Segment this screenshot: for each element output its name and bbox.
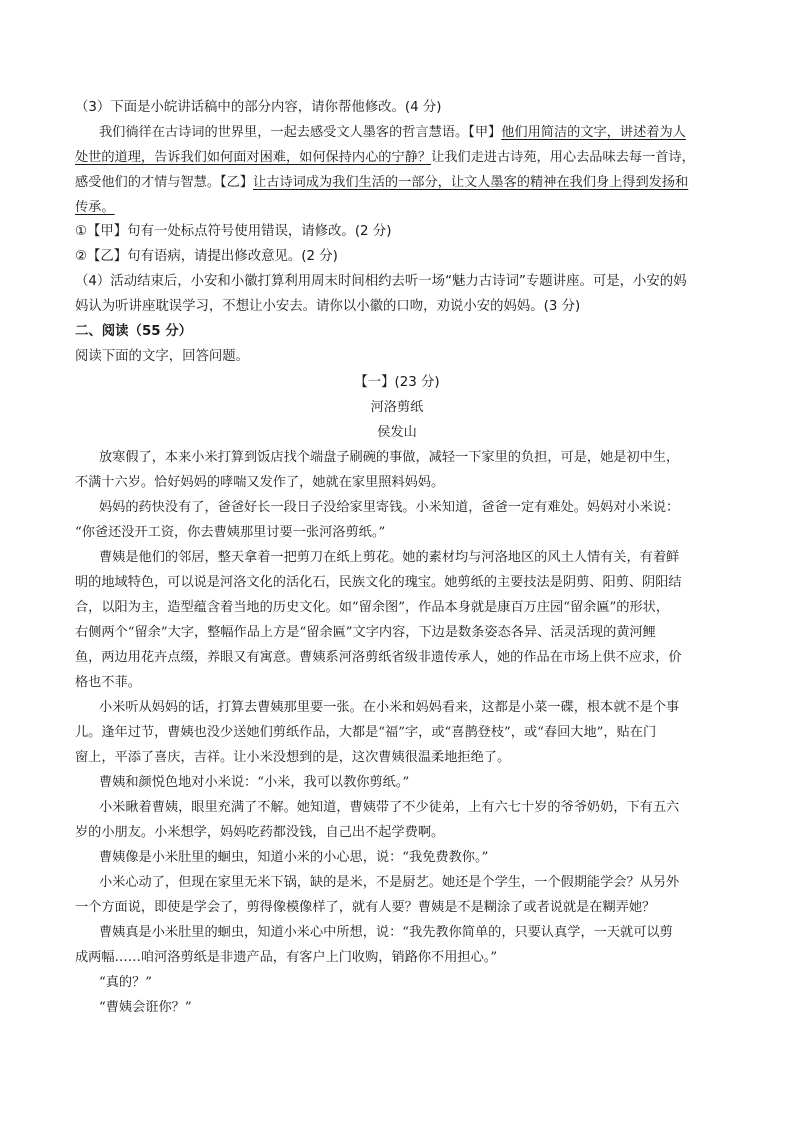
- story-line: 一个方面说，即使是学会了，剪得像模像样了，就有人要？曹姨是不是糊涂了或者说就是在糊弄她？: [75, 900, 656, 915]
- story-line: 小米听从妈妈的话，打算去曹姨那里要一张。在小米和妈妈看来，这都是小菜一碟，根本就不是个事: [99, 700, 680, 715]
- story-line: 成两幅……咱河洛剪纸是非遗产品，有客户上门收购，销路你不用担心。”: [75, 950, 498, 965]
- story-line: 岁的小朋友。小米想学，妈妈吃药都没钱，自己出不起学费啊。: [75, 825, 445, 840]
- story-line: 明的地域特色，可以说是河洛文化的活化石，民族文化的瑰宝。她剪纸的主要技法是阴剪、阳剪、阴阳结: [75, 575, 682, 590]
- q3-passage-text: 让我们走进古诗苑，用心去品味去每一首诗，: [431, 150, 695, 165]
- story-line: 小米瞅着曹姨，眼里充满了不解。她知道，曹姨带了不少徒弟，上有六七十岁的爷爷奶奶，下有五六: [99, 800, 680, 815]
- q3-passage-text: 感受他们的才情与智慧。【乙】: [75, 175, 254, 190]
- story-line: 曹姨真是小米肚里的蛔虫，知道小米心中所想，说：“我先教你简单的，只要认真学，一天就可以剪: [99, 925, 673, 940]
- story-line: 曹姨像是小米肚里的蛔虫，知道小米的小心思，说：“我免费教你。”: [99, 850, 489, 865]
- story-line: 小米心动了，但现在家里无米下锅，缺的是米，不是厨艺。她还是个学生，一个假期能学会？从另外: [99, 875, 680, 890]
- story-title: 河洛剪纸: [370, 400, 424, 415]
- story-line: “曹姨会诳你？”: [99, 1000, 192, 1015]
- q3-passage-text: 我们徜徉在古诗词的世界里，一起去感受文人墨客的哲言慧语。【甲】: [99, 125, 502, 140]
- q3-sentence-jia-underlined: 处世的道理，告诉我们如何面对困难，如何保持内心的宁静？: [75, 150, 432, 165]
- q3-item-2: ②【乙】句有语病，请提出修改意见。(2 分): [75, 249, 338, 264]
- part-label: 【一】(23 分): [354, 375, 440, 390]
- story-line: 曹姨和颜悦色地对小米说：“小米，我可以教你剪纸。”: [99, 775, 410, 790]
- q3-sentence-yi-underlined: 传承。: [75, 200, 115, 215]
- q3-sentence-yi-underlined: 让古诗词成为我们生活的一部分，让文人墨客的精神在我们身上得到发扬和: [253, 175, 689, 190]
- q3-passage-line-4: [75, 199, 115, 217]
- q4-line-1: （4）活动结束后，小安和小徽打算利用周末时间相约去听一场“魅力古诗词”专题讲座。可是，小安的妈: [75, 274, 687, 289]
- story-line: “你爸还没开工资，你去曹姨那里讨要一张河洛剪纸。”: [75, 525, 386, 540]
- story-line: 鱼，两边用花卉点缀，养眼又有寓意。曹姨系河洛剪纸省级非遗传承人，她的作品在市场上供不应求，价: [75, 650, 682, 665]
- story-line: 右侧两个“留余”大字，整幅作品上方是“留余匾”文字内容，下边是数条姿态各异、活灵活现的黄河鲤: [75, 625, 656, 640]
- q3-passage-line-1: [99, 124, 686, 142]
- q3-passage-line-2: [75, 149, 695, 167]
- q3-sentence-jia-underlined: 他们用简洁的文字，讲述着为人: [501, 125, 686, 140]
- story-line: 合，以阳为主，造型蕴含着当地的历史文化。如“留余图”，作品本身就是康百万庄园“留余匾”的形状，: [75, 600, 670, 615]
- q3-item-1: ①【甲】句有一处标点符号使用错误，请修改。(2 分): [75, 224, 392, 239]
- q3-passage-line-3: [75, 174, 688, 192]
- story-line: 曹姨是他们的邻居，整天拿着一把剪刀在纸上剪花。她的素材均与河洛地区的风土人情有关，有着鲜: [99, 550, 680, 565]
- story-line: 妈妈的药快没有了，爸爸好长一段日子没给家里寄钱。小米知道，爸爸一定有难处。妈妈对小米说：: [99, 500, 680, 515]
- story-line: 窗上，平添了喜庆，吉祥。让小米没想到的是，这次曹姨很温柔地拒绝了。: [75, 750, 511, 765]
- story-line: 格也不菲。: [75, 675, 141, 690]
- section-heading: 二、阅读（55 分）: [75, 324, 193, 339]
- story-author: 侯发山: [377, 425, 417, 440]
- story-line: 不满十六岁。恰好妈妈的哮喘又发作了，她就在家里照料妈妈。: [75, 475, 445, 490]
- story-line: 放寒假了，本来小米打算到饭店找个端盘子刷碗的事做，减轻一下家里的负担，可是，她是初中生，: [99, 450, 680, 465]
- reading-instruction: 阅读下面的文字，回答问题。: [75, 349, 250, 364]
- story-line: 儿。逢年过节，曹姨也没少送她们剪纸作品，大都是“福”字，或“喜鹊登枝”，或“春回大地”，贴在门: [75, 725, 657, 740]
- q4-line-2: 妈认为听讲座耽误学习，不想让小安去。请你以小徽的口吻，劝说小安的妈妈。(3 分): [75, 299, 581, 314]
- story-line: “真的？”: [99, 975, 153, 990]
- q3-prompt: （3）下面是小皖讲话稿中的部分内容，请你帮他修改。(4 分): [75, 100, 442, 115]
